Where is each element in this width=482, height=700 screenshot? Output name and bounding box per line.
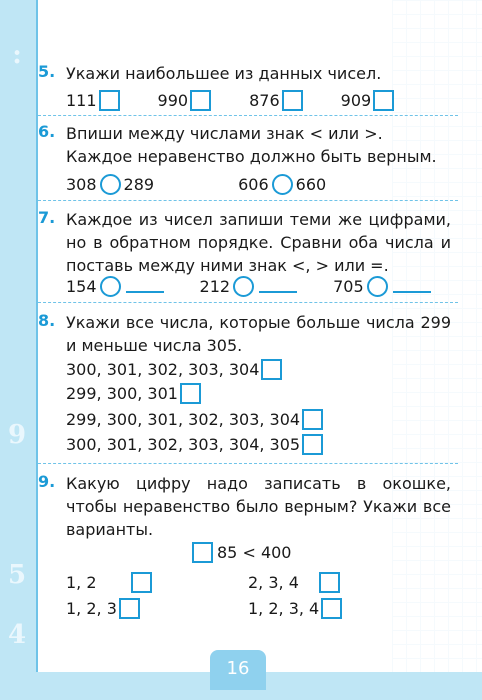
- task-text: Укажи наибольшее из данных чисел.: [66, 64, 382, 83]
- comparison-circle[interactable]: [367, 276, 388, 297]
- given-number: 154: [66, 277, 97, 296]
- option-value: 909: [340, 91, 372, 110]
- worksheet-content: [38, 0, 480, 700]
- left-number: 308: [66, 175, 97, 194]
- given-number: 705: [333, 277, 364, 296]
- task-number: 7.: [38, 208, 56, 227]
- task-9: [38, 472, 458, 622]
- option-text: 300, 301, 302, 303, 304: [66, 360, 260, 379]
- task-8-option: [66, 359, 282, 380]
- answer-box[interactable]: [319, 572, 340, 593]
- divider: [38, 115, 458, 116]
- answer-box[interactable]: [131, 572, 152, 593]
- answer-blank[interactable]: [393, 281, 431, 293]
- answer-box[interactable]: [261, 359, 282, 380]
- task-8-option: [66, 409, 323, 430]
- task-text-line: Каждое неравенство должно быть верным.: [66, 147, 437, 166]
- task-8-option: [66, 434, 323, 455]
- answer-box[interactable]: [302, 409, 323, 430]
- task-9-option: [66, 598, 140, 619]
- answer-box[interactable]: [302, 434, 323, 455]
- answer-blank[interactable]: [126, 281, 164, 293]
- task-text: Каждое из чисел запиши теми же цифрами, но в обратном порядке. Сравни оба числа и поставь между ними знак <, > или =.: [66, 210, 451, 275]
- answer-box[interactable]: [190, 90, 211, 111]
- task-9-option: [248, 572, 340, 593]
- left-margin-strip: [0, 0, 38, 700]
- inequality-text: 85 < 400: [217, 543, 292, 562]
- answer-box[interactable]: [282, 90, 303, 111]
- option-value: 876: [249, 91, 280, 110]
- divider: [38, 463, 458, 464]
- option-text: 1, 2: [66, 573, 97, 592]
- page-number: 16: [210, 650, 266, 690]
- answer-box[interactable]: [119, 598, 140, 619]
- task-7: [38, 208, 458, 308]
- decorative-digits: 4: [7, 620, 27, 650]
- digit-box[interactable]: [192, 542, 213, 563]
- task-number: 5.: [38, 62, 56, 81]
- comparison-circle[interactable]: [100, 174, 121, 195]
- divider: [38, 302, 458, 303]
- option-text: 300, 301, 302, 303, 304, 305: [66, 435, 301, 454]
- decorative-digits: 9: [7, 420, 27, 450]
- task-text-line: Впиши между числами знак < или >.: [66, 124, 383, 143]
- task-7-items: [66, 276, 431, 297]
- task-8: [38, 311, 458, 461]
- task-number: 9.: [38, 472, 56, 491]
- task-8-option: [66, 383, 201, 404]
- answer-box[interactable]: [321, 598, 342, 619]
- task-9-option: [248, 598, 342, 619]
- task-number: 8.: [38, 311, 56, 330]
- answer-box[interactable]: [180, 383, 201, 404]
- comparison-circle[interactable]: [233, 276, 254, 297]
- comparison-circle[interactable]: [272, 174, 293, 195]
- decorative-digits: :: [12, 40, 22, 70]
- option-value: 990: [157, 91, 189, 110]
- answer-box[interactable]: [373, 90, 394, 111]
- option-value: 111: [66, 91, 97, 110]
- option-text: 1, 2, 3, 4: [248, 599, 320, 618]
- task-9-option: [66, 572, 152, 593]
- comparison-circle[interactable]: [100, 276, 121, 297]
- task-text: Укажи все числа, которые больше числа 299 и меньше числа 305.: [66, 313, 451, 355]
- task-5: [38, 62, 458, 122]
- divider: [38, 200, 458, 201]
- left-number: 606: [238, 175, 269, 194]
- inequality: [190, 542, 291, 563]
- given-number: 212: [199, 277, 231, 296]
- option-text: 1, 2, 3: [66, 599, 117, 618]
- task-text: [66, 122, 451, 168]
- task-number: 6.: [38, 122, 56, 141]
- answer-blank[interactable]: [259, 281, 297, 293]
- answer-box[interactable]: [99, 90, 120, 111]
- task-6: [38, 122, 458, 202]
- right-number: 289: [123, 175, 155, 194]
- task-5-options: [66, 90, 394, 111]
- right-number: 660: [295, 175, 327, 194]
- decorative-digits: 5: [7, 560, 27, 590]
- task-text: Какую цифру надо записать в окошке, чтобы неравенство было верным? Укажи все варианты.: [66, 474, 451, 539]
- option-text: 2, 3, 4: [248, 573, 299, 592]
- task-6-pairs: [66, 174, 326, 195]
- option-text: 299, 300, 301, 302, 303, 304: [66, 410, 301, 429]
- option-text: 299, 300, 301: [66, 384, 178, 403]
